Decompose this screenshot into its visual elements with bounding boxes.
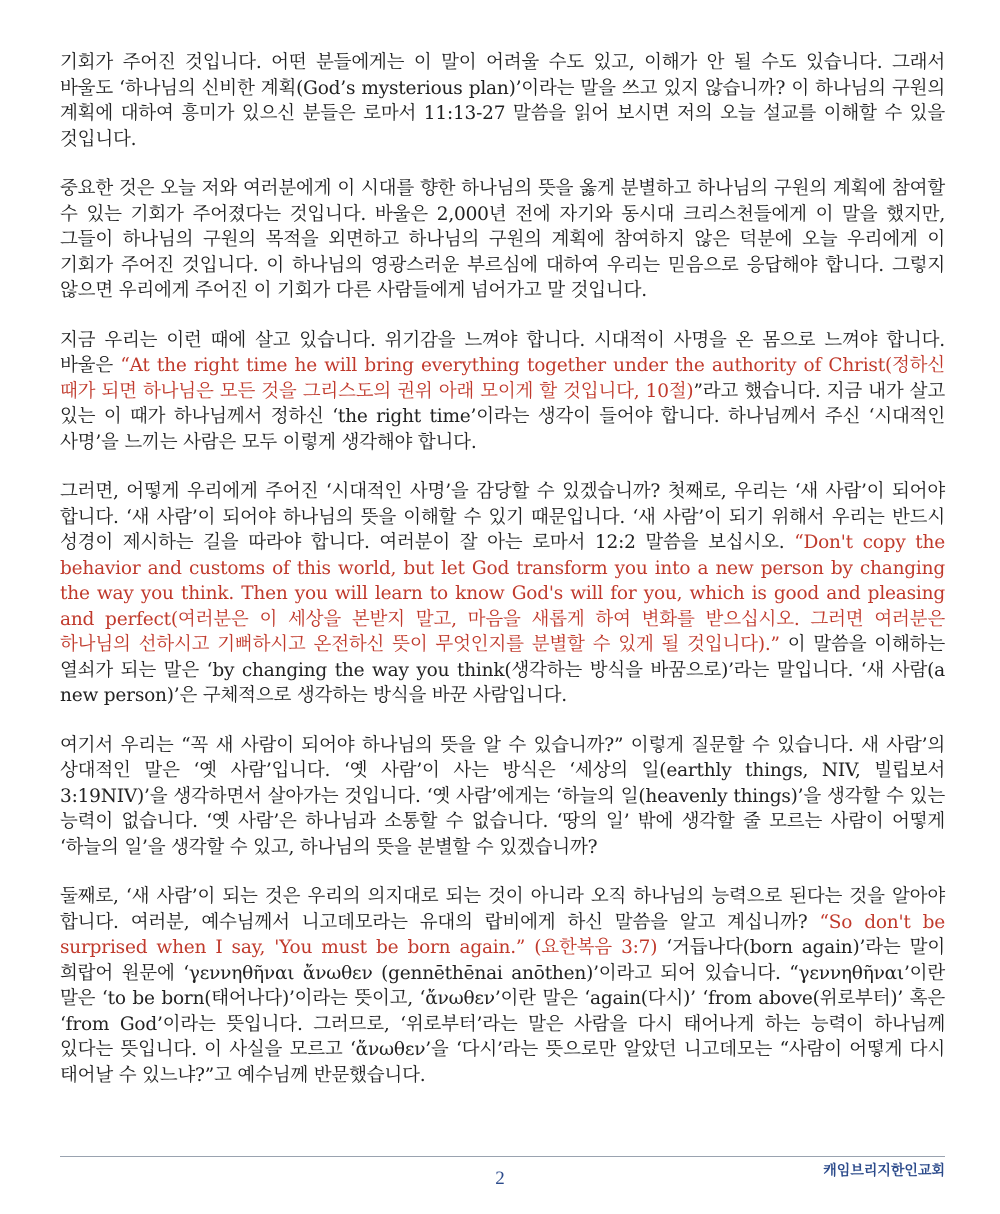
- scripture-quote-romans: “Don't copy the behavior and customs of this world, but let God transform you into a new person by changing the way you think. Then you will learn to know God's will for you, which is good and pleasing and perfect(여러분은 이 세상을 본받지 말고, 마음을 새롭게 하여 변화를 받으십시오. 그러면 여러분은 하나님의 선하시고 기뻐하시고 온전하신 뜻이 무엇인지를 분별할 수 있게 될 것입니다).”: [60, 532, 945, 655]
- paragraph-text: ”라고 했습니다. 지금 내가 살고 있는 이 때가 하나님께서 정하신 ‘the right time’이라는 생각이 들어야 합니다. 하나님께서 주신 ‘시대적인 사명’을 느끼는 사람은 모두 이렇게 생각해야 합니다.: [60, 380, 945, 453]
- footer-divider: [60, 1156, 945, 1157]
- paragraph-2: [60, 176, 945, 304]
- paragraph-4: [60, 479, 945, 709]
- page-number: 2: [495, 1168, 505, 1189]
- paragraph-text: 그러면, 어떻게 우리에게 주어진 ‘시대적인 사명’을 감당할 수 있겠습니까? 첫째로, 우리는 ‘새 사람’이 되어야 합니다. ‘새 사람’이 되어야 하나님의 뜻을 이해할 수 있기 때문입니다. ‘새 사람’이 되기 위해서 우리는 반드시 성경이 제시하는 길을 따라야 합니다. 여러분이 잘 아는 로마서 12:2 말씀을 보십시오.: [60, 481, 945, 553]
- paragraph-text: 여기서 우리는 “꼭 새 사람이 되어야 하나님의 뜻을 알 수 있습니까?” 이렇게 질문할 수 있습니다. 새 사람’의 상대적인 말은 ‘옛 사람’입니다. ‘옛 사람’이 사는 방식은 ‘세상의 일(earthly things, NIV, 빌립보서 3:19NIV)’을 생각하면서 살아가는 것입니다. ‘옛 사람’에게는 ‘하늘의 일(heavenly things)’을 생각할 수 있는 능력이 없습니다. ‘옛 사람’은 하나님과 소통할 수 없습니다. ‘땅의 일’ 밖에 생각할 줄 모르는 사람이 어떻게 ‘하늘의 일’을 생각할 수 있고, 하나님의 뜻을 분별할 수 있겠습니까?: [60, 734, 945, 858]
- paragraph-text: 중요한 것은 오늘 저와 여러분에게 이 시대를 향한 하나님의 뜻을 옳게 분별하고 하나님의 구원의 계획에 참여할 수 있는 기회가 주어졌다는 것입니다. 바울은 2,000년 전에 자기와 동시대 크리스천들에게 이 말을 했지만, 그들이 하나님의 구원의 목적을 외면하고 하나님의 구원의 계획에 참여하지 않은 덕분에 오늘 우리에게 이 기회가 주어진 것입니다. 이 하나님의 영광스러운 부르심에 대하여 우리는 믿음으로 응답해야 합니다. 그렇지 않으면 우리에게 주어진 이 기회가 다른 사람들에게 넘어가고 말 것입니다.: [60, 178, 945, 301]
- paragraph-text: 둘째로, ‘새 사람’이 되는 것은 우리의 의지대로 되는 것이 아니라 오직 하나님의 능력으로 된다는 것을 알아야 합니다. 여러분, 예수님께서 니고데모라는 유대의 랍비에게 하신 말씀을 알고 계십니까?: [60, 886, 945, 933]
- paragraph-text: ‘거듭나다(born again)’라는 말이 희랍어 원문에 ‘γεννηθῆναι ἄνωθεν (gennēthēnai anōthen)’이라고 되어 있습니다. “γεννηθῆναι’이란 말은 ‘to be born(태어나다)’이라는 뜻이고, ‘ἄνωθεν’이란 말은 ‘again(다시)’ ‘from above(위로부터)’ 혹은 ‘from God’이라는 뜻입니다. 그러므로, ‘위로부터’라는 말은 사람을 다시 태어나게 하는 능력이 하나님께 있다는 뜻입니다. 이 사실을 모르고 ‘ἄνωθεν’을 ‘다시’라는 뜻으로만 알았던 니고데모는 “사람이 어떻게 다시 태어날 수 있느냐?”고 예수님께 반문했습니다.: [60, 937, 945, 1086]
- paragraph-1: [60, 50, 945, 152]
- paragraph-3: [60, 328, 945, 456]
- paragraph-text: 지금 우리는 이런 때에 살고 있습니다. 위기감을 느껴야 합니다. 시대적이 사명을 온 몸으로 느껴야 합니다. 바울은: [60, 329, 945, 376]
- scripture-quote-john: “So don't be surprised when I say, 'You must be born again.” (요한복음 3:7): [60, 911, 945, 958]
- sermon-body: [60, 50, 945, 1112]
- paragraph-6: [60, 884, 945, 1088]
- paragraph-text: 이 말씀을 이해하는 열쇠가 되는 말은 ‘by changing the way you think(생각하는 방식을 바꿈으로)’라는 말입니다. ‘새 사람(a new person)’은 구체적으로 생각하는 방식을 바꾼 사람입니다.: [60, 634, 945, 706]
- scripture-quote-ephesians: “At the right time he will bring everything together under the authority of Christ(정하신 때가 되면 하나님은 모든 것을 그리스도의 권위 아래 모이게 할 것입니다, 10절): [60, 355, 945, 402]
- paragraph-5: [60, 733, 945, 861]
- paragraph-text: 기회가 주어진 것입니다. 어떤 분들에게는 이 말이 어려울 수도 있고, 이해가 안 될 수도 있습니다. 그래서 바울도 ‘하나님의 신비한 계획(God’s mysterious plan)’이라는 말을 쓰고 있지 않습니까? 이 하나님의 구원의 계획에 대하여 흥미가 있으신 분들은 로마서 11:13-27 말씀을 읽어 보시면 저의 오늘 설교를 이해할 수 있을 것입니다.: [60, 52, 945, 150]
- church-name: 캐임브리지한인교회: [823, 1163, 945, 1179]
